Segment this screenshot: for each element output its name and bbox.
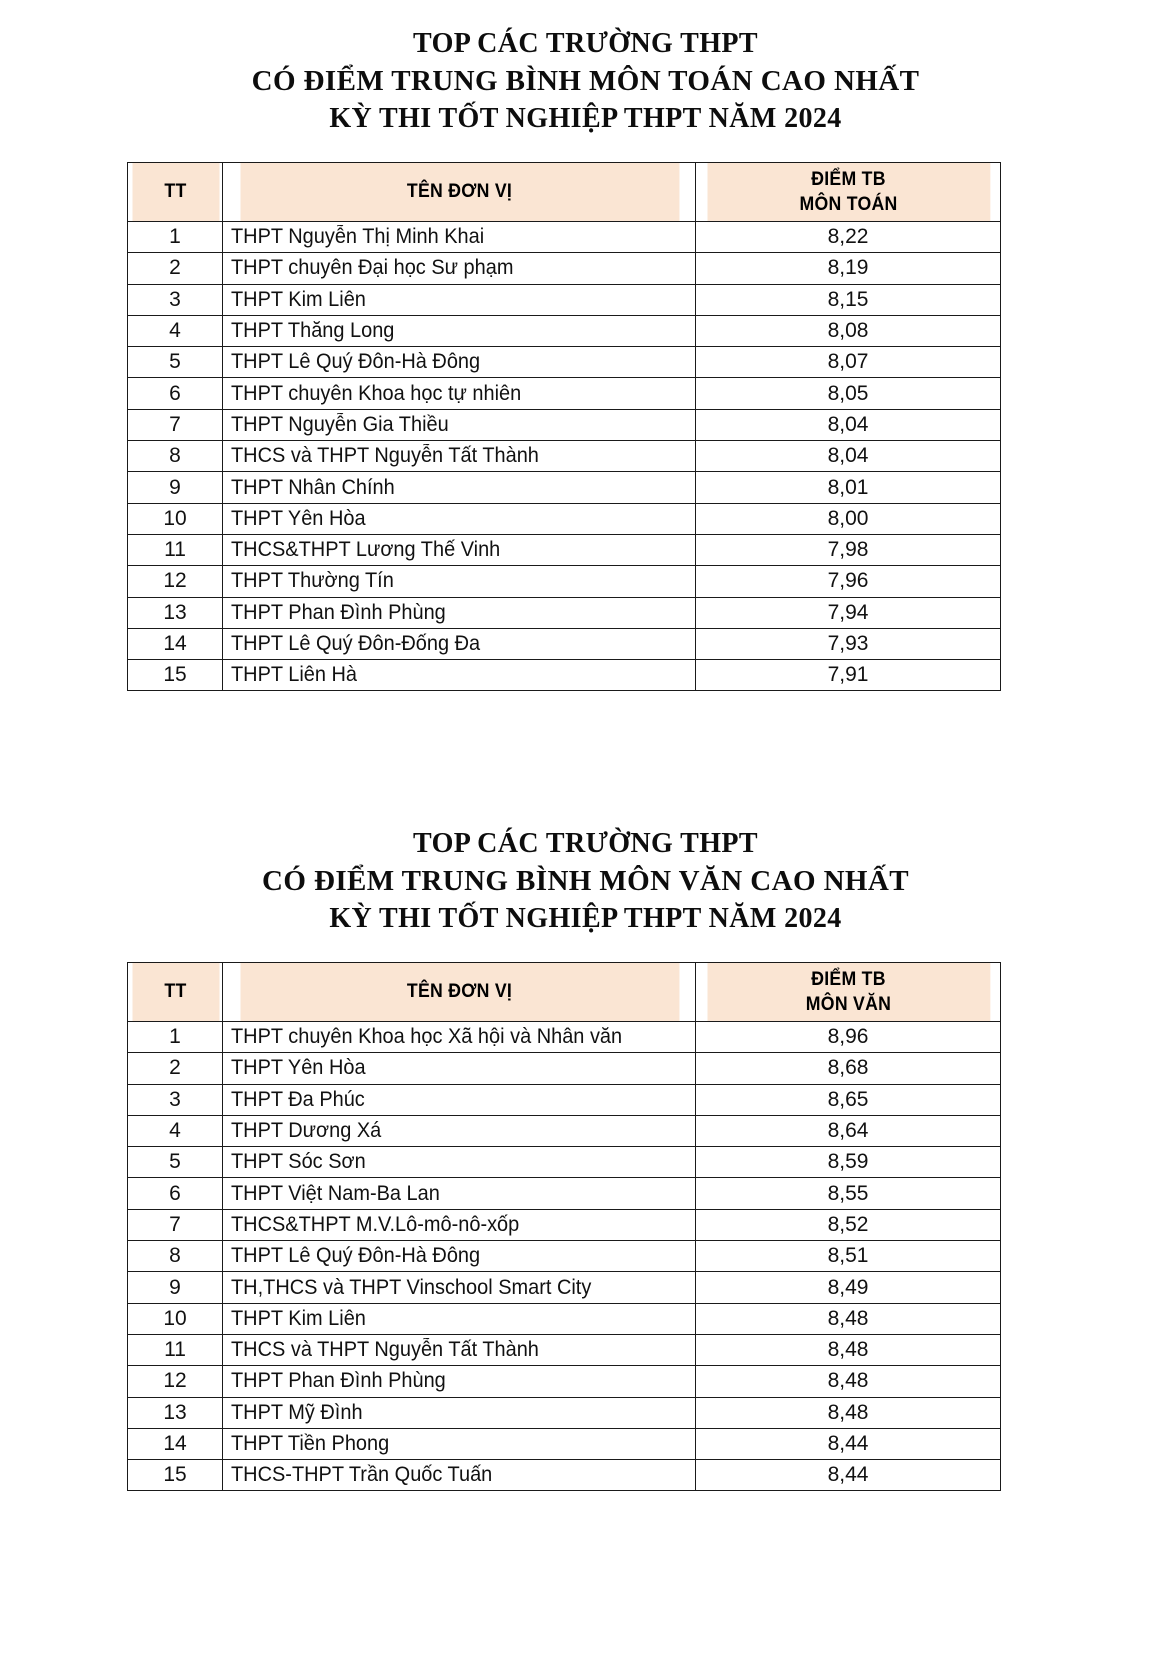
math-row-index: 2 (128, 253, 223, 284)
table-row (128, 1115, 1001, 1146)
math-row-index: 5 (128, 347, 223, 378)
table-row (128, 409, 1001, 440)
math-row-score: 8,08 (696, 315, 1001, 346)
math-row-index: 3 (128, 284, 223, 315)
math-row-score: 8,07 (696, 347, 1001, 378)
literature-row-school-name: THPT Lê Quý Đôn-Hà Đông (223, 1241, 696, 1272)
math-title-line-2: CÓ ĐIỂM TRUNG BÌNH MÔN TOÁN CAO NHẤT (251, 65, 920, 97)
literature-row-index: 1 (128, 1022, 223, 1053)
math-row-index: 1 (128, 222, 223, 253)
math-header-score-line-2: MÔN TOÁN (798, 194, 898, 215)
table-row (128, 1272, 1001, 1303)
math-row-score: 8,04 (696, 409, 1001, 440)
math-row-school-name: THPT Kim Liên (223, 284, 696, 315)
literature-row-school-name: THPT Dương Xá (223, 1115, 696, 1146)
literature-row-index: 5 (128, 1147, 223, 1178)
math-header-score-line-1: ĐIỂM TB (810, 169, 886, 190)
table-row (128, 1053, 1001, 1084)
math-row-index: 15 (128, 660, 223, 691)
math-row-school-name: THPT Nhân Chính (223, 472, 696, 503)
literature-row-score: 8,48 (696, 1366, 1001, 1397)
literature-header-row (128, 963, 1001, 1022)
literature-row-school-name: TH,THCS và THPT Vinschool Smart City (223, 1272, 696, 1303)
literature-row-score: 8,96 (696, 1022, 1001, 1053)
literature-row-score: 8,49 (696, 1272, 1001, 1303)
table-row (128, 472, 1001, 503)
literature-row-index: 8 (128, 1241, 223, 1272)
table-row (128, 1397, 1001, 1428)
math-row-school-name: THPT Nguyễn Thị Minh Khai (223, 222, 696, 253)
literature-row-index: 9 (128, 1272, 223, 1303)
math-row-index: 10 (128, 503, 223, 534)
literature-title-line-3: KỲ THI TỐT NGHIỆP THPT NĂM 2024 (329, 903, 842, 934)
math-title-line-1: TOP CÁC TRƯỜNG THPT (413, 28, 758, 59)
math-row-school-name: THCS và THPT Nguyễn Tất Thành (223, 441, 696, 472)
math-row-school-name: THPT Lê Quý Đôn-Hà Đông (223, 347, 696, 378)
math-row-score: 7,98 (696, 534, 1001, 565)
math-row-score: 8,01 (696, 472, 1001, 503)
literature-header-name: TÊN ĐƠN VỊ (239, 963, 679, 1022)
literature-row-index: 3 (128, 1084, 223, 1115)
literature-section-title (0, 826, 1171, 938)
math-title-line-3: KỲ THI TỐT NGHIỆP THPT NĂM 2024 (329, 103, 842, 134)
literature-row-score: 8,48 (696, 1303, 1001, 1334)
literature-title-line-1: TOP CÁC TRƯỜNG THPT (413, 828, 758, 859)
table-row (128, 347, 1001, 378)
literature-row-school-name: THPT Mỹ Đình (223, 1397, 696, 1428)
table-row (128, 660, 1001, 691)
literature-row-score: 8,52 (696, 1209, 1001, 1240)
math-row-score: 8,05 (696, 378, 1001, 409)
math-row-school-name: THPT chuyên Khoa học tự nhiên (223, 378, 696, 409)
literature-row-index: 2 (128, 1053, 223, 1084)
math-row-score: 8,00 (696, 503, 1001, 534)
math-row-school-name: THPT Thăng Long (223, 315, 696, 346)
literature-row-index: 12 (128, 1366, 223, 1397)
literature-table-head (128, 963, 1001, 1022)
table-row (128, 1241, 1001, 1272)
math-row-index: 14 (128, 628, 223, 659)
literature-row-score: 8,44 (696, 1460, 1001, 1491)
math-row-score: 7,96 (696, 566, 1001, 597)
literature-row-score: 8,44 (696, 1428, 1001, 1459)
literature-row-score: 8,48 (696, 1334, 1001, 1365)
literature-row-score: 8,59 (696, 1147, 1001, 1178)
table-row (128, 1334, 1001, 1365)
literature-row-school-name: THPT Yên Hòa (223, 1053, 696, 1084)
literature-row-school-name: THPT Việt Nam-Ba Lan (223, 1178, 696, 1209)
math-row-school-name: THPT Yên Hòa (223, 503, 696, 534)
literature-row-index: 13 (128, 1397, 223, 1428)
math-section-title (0, 26, 1171, 138)
literature-row-index: 4 (128, 1115, 223, 1146)
math-header-row (128, 163, 1001, 222)
math-row-school-name: THPT Thường Tín (223, 566, 696, 597)
literature-row-school-name: THPT chuyên Khoa học Xã hội và Nhân văn (223, 1022, 696, 1053)
table-row (128, 284, 1001, 315)
math-row-score: 8,15 (696, 284, 1001, 315)
math-row-index: 13 (128, 597, 223, 628)
math-row-index: 11 (128, 534, 223, 565)
math-table-head (128, 163, 1001, 222)
literature-row-school-name: THCS-THPT Trần Quốc Tuấn (223, 1460, 696, 1491)
literature-row-school-name: THPT Tiền Phong (223, 1428, 696, 1459)
table-row (128, 1084, 1001, 1115)
table-row (128, 441, 1001, 472)
literature-row-index: 10 (128, 1303, 223, 1334)
table-row (128, 1428, 1001, 1459)
math-row-index: 9 (128, 472, 223, 503)
math-row-score: 7,91 (696, 660, 1001, 691)
literature-row-index: 14 (128, 1428, 223, 1459)
literature-row-index: 15 (128, 1460, 223, 1491)
literature-row-score: 8,51 (696, 1241, 1001, 1272)
math-table-body (128, 222, 1001, 691)
literature-row-school-name: THPT Phan Đình Phùng (223, 1366, 696, 1397)
table-row (128, 1303, 1001, 1334)
literature-scores-table (127, 962, 1001, 1491)
math-row-school-name: THCS&THPT Lương Thế Vinh (223, 534, 696, 565)
math-row-index: 7 (128, 409, 223, 440)
math-row-school-name: THPT Nguyễn Gia Thiều (223, 409, 696, 440)
literature-row-index: 11 (128, 1334, 223, 1365)
math-row-score: 7,94 (696, 597, 1001, 628)
math-row-score: 8,04 (696, 441, 1001, 472)
table-row (128, 1178, 1001, 1209)
literature-table-body (128, 1022, 1001, 1491)
literature-row-school-name: THPT Đa Phúc (223, 1084, 696, 1115)
math-row-school-name: THPT Phan Đình Phùng (223, 597, 696, 628)
math-row-score: 7,93 (696, 628, 1001, 659)
table-row (128, 222, 1001, 253)
math-header-score (706, 163, 990, 222)
literature-row-index: 6 (128, 1178, 223, 1209)
table-row (128, 1209, 1001, 1240)
literature-row-school-name: THPT Kim Liên (223, 1303, 696, 1334)
math-row-score: 8,19 (696, 253, 1001, 284)
table-row (128, 378, 1001, 409)
table-row (128, 628, 1001, 659)
literature-header-score (706, 963, 990, 1022)
literature-row-score: 8,55 (696, 1178, 1001, 1209)
math-header-index: TT (131, 163, 219, 222)
literature-row-school-name: THCS và THPT Nguyễn Tất Thành (223, 1334, 696, 1365)
table-row (128, 1366, 1001, 1397)
literature-header-index: TT (131, 963, 219, 1022)
table-row (128, 315, 1001, 346)
math-header-name: TÊN ĐƠN VỊ (239, 163, 679, 222)
table-row (128, 253, 1001, 284)
math-row-index: 4 (128, 315, 223, 346)
math-scores-table (127, 162, 1001, 691)
math-row-score: 8,22 (696, 222, 1001, 253)
literature-row-score: 8,64 (696, 1115, 1001, 1146)
literature-row-score: 8,68 (696, 1053, 1001, 1084)
literature-row-school-name: THCS&THPT M.V.Lô-mô-nô-xốp (223, 1209, 696, 1240)
literature-row-index: 7 (128, 1209, 223, 1240)
literature-row-school-name: THPT Sóc Sơn (223, 1147, 696, 1178)
math-row-index: 12 (128, 566, 223, 597)
table-row (128, 566, 1001, 597)
literature-header-score-line-2: MÔN VĂN (805, 994, 891, 1015)
literature-row-score: 8,48 (696, 1397, 1001, 1428)
literature-header-score-line-1: ĐIỂM TB (810, 969, 886, 990)
math-row-school-name: THPT chuyên Đại học Sư phạm (223, 253, 696, 284)
math-row-school-name: THPT Liên Hà (223, 660, 696, 691)
literature-title-line-2: CÓ ĐIỂM TRUNG BÌNH MÔN VĂN CAO NHẤT (262, 865, 909, 897)
math-row-school-name: THPT Lê Quý Đôn-Đống Đa (223, 628, 696, 659)
table-row (128, 1022, 1001, 1053)
table-row (128, 503, 1001, 534)
table-row (128, 597, 1001, 628)
math-row-index: 8 (128, 441, 223, 472)
table-row (128, 534, 1001, 565)
table-row (128, 1147, 1001, 1178)
math-row-index: 6 (128, 378, 223, 409)
table-row (128, 1460, 1001, 1491)
literature-row-score: 8,65 (696, 1084, 1001, 1115)
